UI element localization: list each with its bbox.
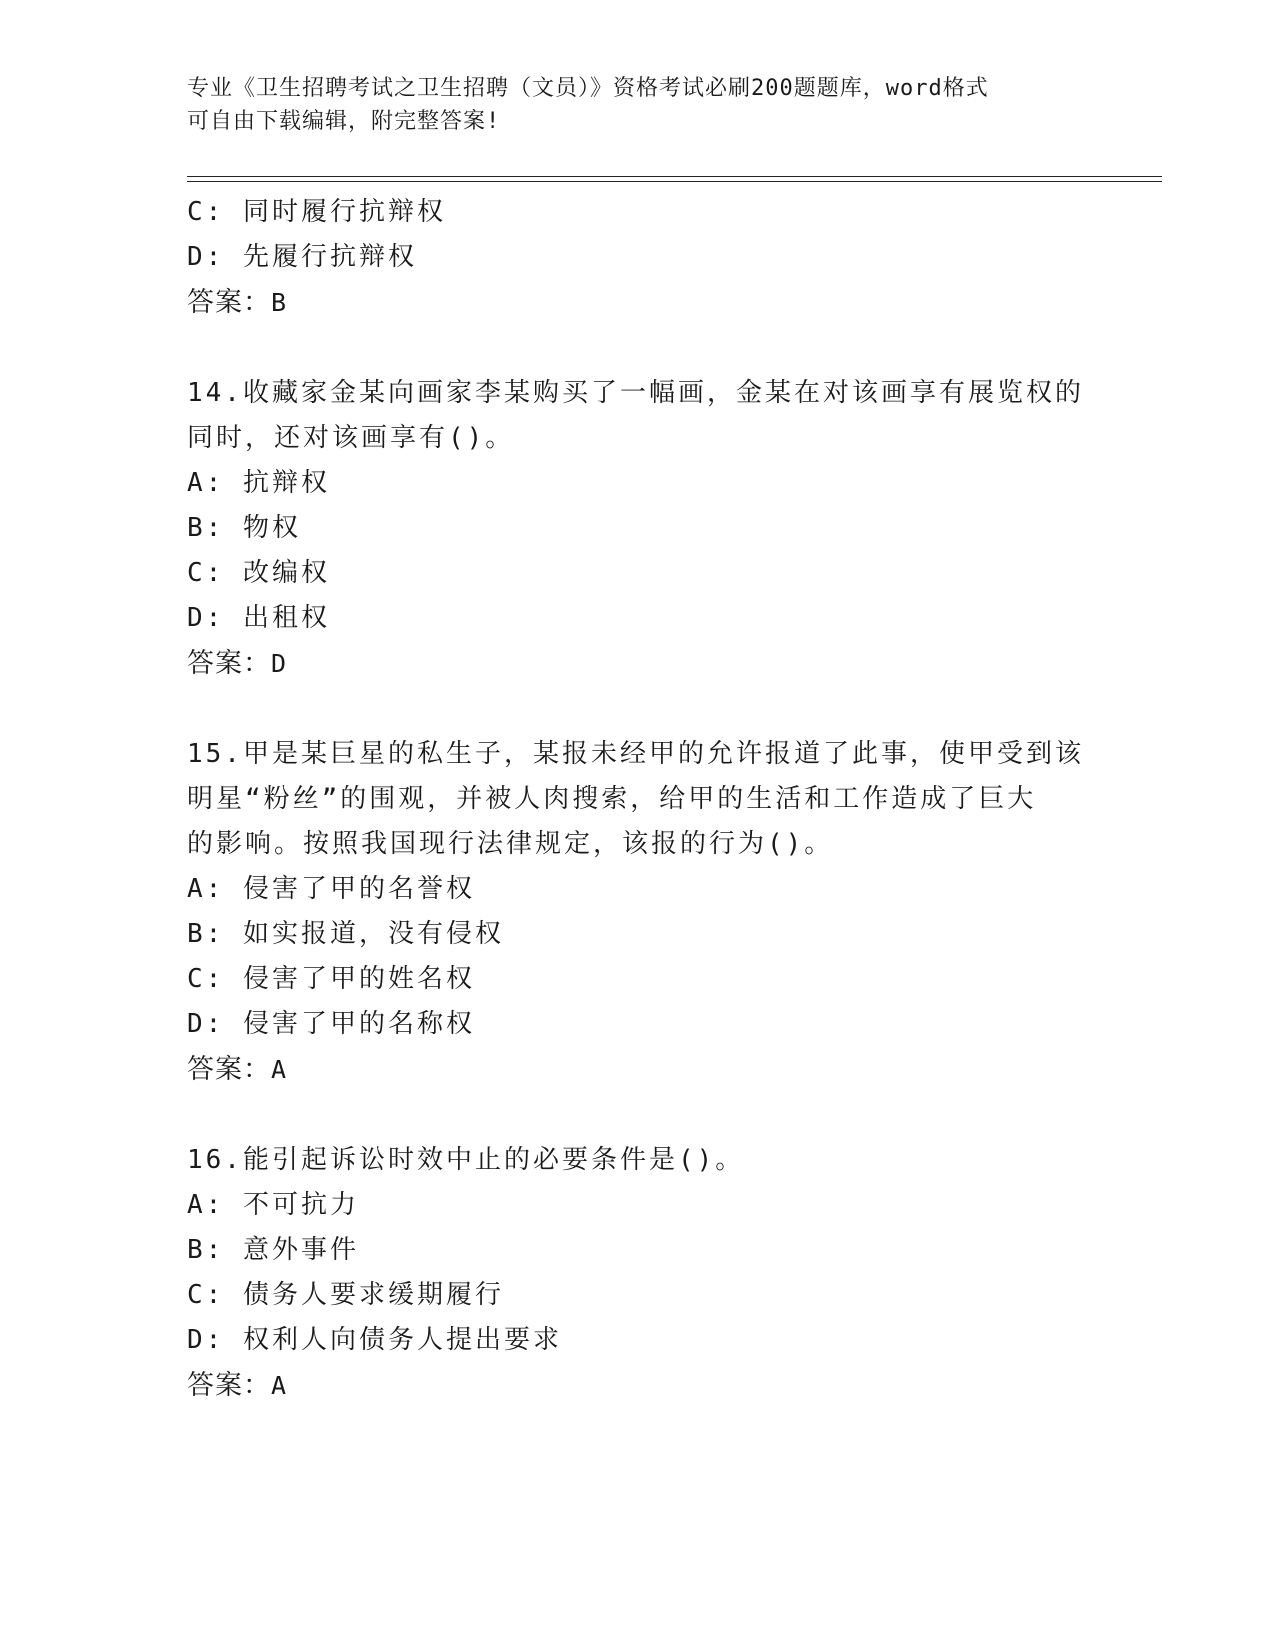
document-header (187, 72, 1067, 138)
option-c: C: 侵害了甲的姓名权 (187, 964, 475, 994)
prev-question-block (187, 190, 1087, 325)
question-content (187, 190, 1087, 1408)
question-stem-line: 同时，还对该画享有()。 (187, 423, 515, 453)
option-c: C: 同时履行抗辩权 (187, 197, 446, 227)
answer-value: D (271, 649, 288, 678)
question-stem-line: 的影响。按照我国现行法律规定，该报的行为()。 (187, 829, 834, 859)
question-stem-line: 16.能引起诉讼时效中止的必要条件是()。 (187, 1145, 745, 1175)
option-c: C: 债务人要求缓期履行 (187, 1280, 504, 1310)
document-page (187, 0, 1162, 1650)
header-divider-bottom (187, 181, 1162, 182)
answer-label: 答案： (187, 1054, 271, 1085)
answer-value: B (271, 288, 288, 317)
option-d: D: 权利人向债务人提出要求 (187, 1325, 562, 1355)
header-title-line-2: 可自由下载编辑，附完整答案! (187, 109, 501, 134)
answer-line (187, 280, 1087, 325)
header-divider-top (187, 176, 1162, 177)
header-title-line-1: 专业《卫生招聘考试之卫生招聘（文员）》资格考试必刷200题题库，word格式 (187, 76, 989, 101)
answer-value: A (271, 1055, 288, 1084)
question-14 (187, 371, 1087, 686)
option-a: A: 侵害了甲的名誉权 (187, 874, 475, 904)
answer-line (187, 1047, 1087, 1092)
answer-line (187, 1363, 1087, 1408)
option-d: D: 先履行抗辩权 (187, 242, 417, 272)
answer-label: 答案： (187, 648, 271, 679)
question-15 (187, 732, 1087, 1092)
option-d: D: 出租权 (187, 603, 330, 633)
option-b: B: 意外事件 (187, 1235, 359, 1265)
answer-label: 答案： (187, 287, 271, 318)
answer-line (187, 641, 1087, 686)
answer-label: 答案： (187, 1370, 271, 1401)
option-a: A: 抗辩权 (187, 468, 330, 498)
option-c: C: 改编权 (187, 558, 330, 588)
option-b: B: 如实报道，没有侵权 (187, 919, 504, 949)
question-stem-line: 15.甲是某巨星的私生子，某报未经甲的允许报道了此事，使甲受到该 (187, 739, 1084, 769)
answer-value: A (271, 1371, 288, 1400)
option-a: A: 不可抗力 (187, 1190, 359, 1220)
option-d: D: 侵害了甲的名称权 (187, 1009, 475, 1039)
question-stem-line: 明星“粉丝”的围观，并被人肉搜索，给甲的生活和工作造成了巨大 (187, 784, 1037, 814)
option-b: B: 物权 (187, 513, 301, 543)
question-16 (187, 1138, 1087, 1408)
question-stem-line: 14.收藏家金某向画家李某购买了一幅画，金某在对该画享有展览权的 (187, 378, 1084, 408)
